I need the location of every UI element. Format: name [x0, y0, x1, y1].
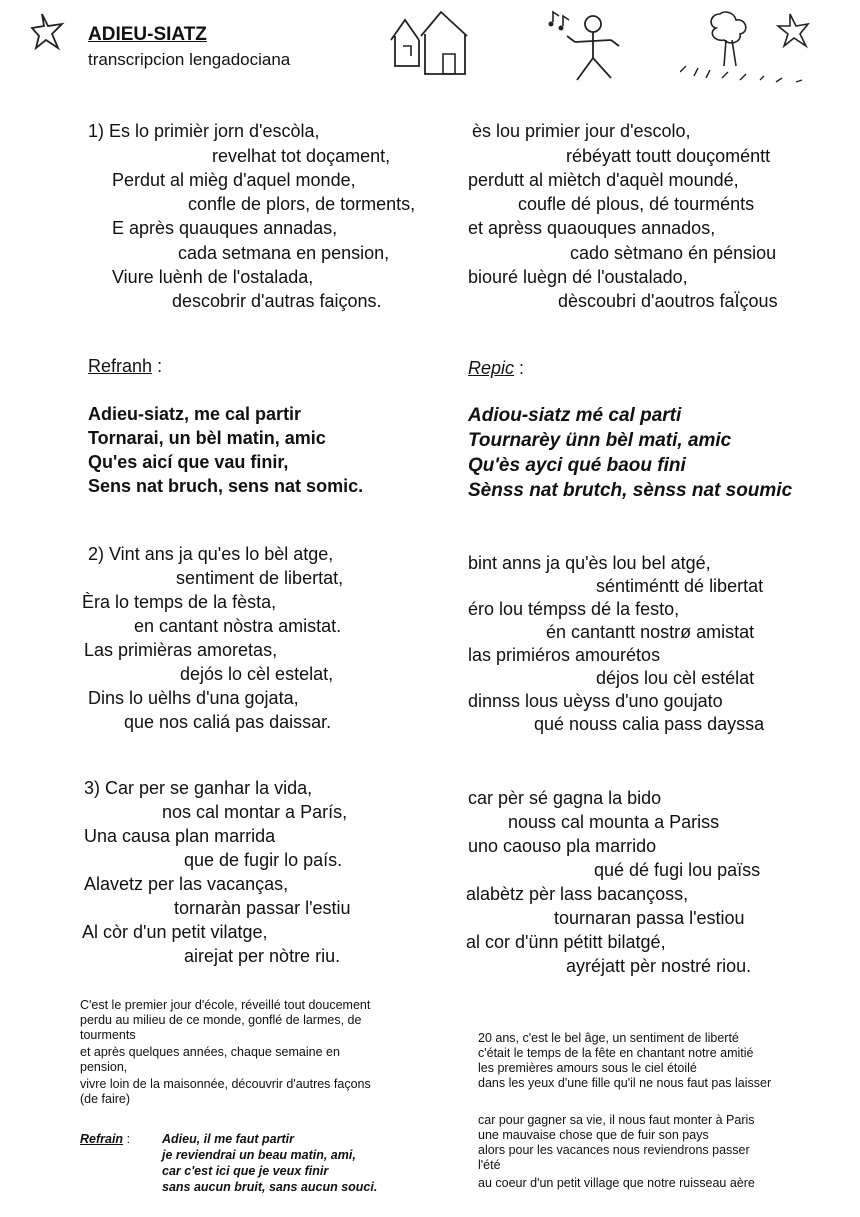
trr1-line-3: les premières amours sous le ciel étoilé: [478, 1061, 697, 1075]
right-v2-line-3: éro lou témpss dé la festo,: [468, 599, 680, 619]
left-v2-line-3: Èra lo temps de la fèsta,: [82, 592, 277, 612]
right-v2-line-4: én cantantt nostrø amistat: [546, 622, 755, 642]
left-v3-line-6: tornaràn passar l'estiu: [174, 898, 351, 918]
left-v3-line-7: Al còr d'un petit vilatge,: [82, 922, 268, 942]
right-v3-line-8: ayréjatt pèr nostré riou.: [566, 956, 752, 976]
tl-line-1: C'est le premier jour d'école, réveillé tout doucement: [80, 998, 371, 1012]
trr2-line-3: alors pour les vacances nous reviendrons passer: [478, 1143, 750, 1157]
right-v2-line-2: séntiméntt dé libertat: [596, 576, 764, 596]
left-v2-line-1: 2) Vint ans ja qu'es lo bèl atge,: [88, 544, 334, 564]
tr-line-2: je reviendrai un beau matin, ami,: [162, 1148, 356, 1162]
right-v3-line-5: alabètz pèr lass bacançoss,: [466, 884, 689, 904]
left-v3-line-4: que de fugir lo país.: [184, 850, 343, 870]
left-v3-line-2: nos cal montar a París,: [162, 802, 348, 822]
right-v1-line-5: et aprèss quaouques annados,: [468, 218, 716, 238]
tr-line-1: Adieu, il me faut partir: [162, 1132, 294, 1146]
left-refrain-line-3: Qu'es aicí que vau finir,: [88, 452, 289, 472]
left-v1-line-7: Viure luènh de l'ostalada,: [112, 267, 314, 287]
right-v1-line-3: perdutt al mièt​ch d'aquèl moundé,: [468, 170, 739, 190]
left-refrain-line-2: Tornarai, un bèl matin, amic: [88, 428, 326, 448]
tl-line-4: et après quelques années, chaque semaine en: [80, 1045, 340, 1059]
left-v2-line-2: sentiment de libertat,: [176, 568, 344, 588]
left-v3-line-3: Una causa plan marrida: [84, 826, 276, 846]
left-v2-line-5: Las primièras amoretas,: [84, 640, 278, 660]
right-v3-line-4: qué dé fugi lou païss: [594, 860, 761, 880]
left-v2-line-4: en cantant nòstra amistat.: [134, 616, 342, 636]
right-v1-line-6: cado sètmano én pénsiou: [570, 243, 777, 263]
tree-river-doodle-icon: [680, 6, 830, 86]
left-v1-line-4: confle de plors, de torments,: [188, 194, 416, 214]
right-repic-heading: Repic :: [468, 358, 525, 378]
trr2-line-1: car pour gagner sa vie, il nous faut monter à Paris: [478, 1113, 755, 1127]
right-v3-line-3: uno caouso pla marrido: [468, 836, 657, 856]
left-v1-line-3: Perdut al mièg d'aquel monde,: [112, 170, 356, 190]
right-v1-line-7: biouré luègn dé l'oustalado,: [468, 267, 688, 287]
page-title: ADIEU-SIATZ: [88, 24, 207, 45]
right-v3-line-1: car pèr sé gagna la bido: [468, 788, 662, 808]
left-v2-line-8: que nos caliá pas daissar.: [124, 712, 332, 732]
left-v3-line-1: 3) Car per se ganhar la vida,: [84, 778, 313, 798]
left-refrain-line-4: Sens nat bruch, sens nat somic.: [88, 476, 364, 496]
right-v1-line-1: ès lou primier jour d'escolo,: [472, 121, 691, 141]
left-v3-line-8: airejat per nòtre riu.: [184, 946, 341, 966]
left-v3-line-5: Alavetz per las vacanças,: [84, 874, 289, 894]
right-v3-line-7: al cor d'ünn pétitt bilatgé,: [466, 932, 666, 952]
tl-line-6: vivre loin de la maisonnée, découvrir d'autres façons: [80, 1077, 371, 1091]
trr1-line-2: c'était le temps de la fête en chantant notre amitié: [478, 1046, 754, 1060]
left-v1-line-8: descobrir d'autras faiçons.: [172, 291, 382, 311]
right-repic-line-1: Adiou-siatz mé cal parti: [468, 405, 682, 426]
right-v2-line-8: qué nouss calia pass dayssa: [534, 714, 765, 734]
trr2-line-4: l'été: [478, 1158, 501, 1172]
trr2-line-5: au coeur d'un petit village que notre ruisseau aère: [478, 1176, 755, 1190]
trr1-line-4: dans les yeux d'une fille qu'il ne nous faut pas laisser: [478, 1076, 772, 1090]
right-v1-line-4: coufle dé plous, dé tourménts: [518, 194, 755, 214]
tr-line-4: sans aucun bruit, sans aucun souci.: [162, 1180, 378, 1194]
right-repic-line-3: Qu'ès ayci qué baou fini: [468, 455, 686, 476]
tr-line-3: car c'est ici que je veux finir: [162, 1164, 329, 1178]
right-v2-line-5: las primiéros amourétos: [468, 645, 661, 665]
left-v2-line-6: dejós lo cèl estelat,: [180, 664, 334, 684]
star-doodle-icon: [30, 10, 74, 54]
translation-refrain-heading: Refrain :: [80, 1132, 131, 1146]
trr1-line-1: 20 ans, c'est le bel âge, un sentiment de liberté: [478, 1031, 739, 1045]
right-v3-line-6: tournaran passa l'estiou: [554, 908, 745, 928]
house-doodle-icon: [385, 6, 485, 78]
left-v1-line-1: 1) Es lo primièr jorn d'escòla,: [88, 121, 320, 141]
left-v2-line-7: Dins lo uèlhs d'una gojata,: [88, 688, 299, 708]
page-subtitle: transcripcion lengadociana: [88, 50, 291, 69]
tl-line-7: (de faire): [80, 1092, 131, 1106]
dancing-figure-doodle-icon: [545, 6, 635, 86]
right-repic-line-4: Sènss nat brutch, sènss nat soumic: [468, 480, 793, 501]
tl-line-2: perdu au milieu de ce monde, gonflé de larmes, de: [80, 1013, 362, 1027]
right-v1-line-2: rébéyatt toutt douçoméntt: [566, 146, 771, 166]
right-v3-line-2: nouss cal mounta a Pariss: [508, 812, 720, 832]
left-v1-line-2: revelhat tot doçament,: [212, 146, 391, 166]
left-v1-line-6: cada setmana en pension,: [178, 243, 390, 263]
right-v1-line-8: dèscoubri d'aoutros faÏçous: [558, 291, 778, 311]
right-v2-line-1: bint anns ja qu'ès lou bel atgé,: [468, 553, 711, 573]
tl-line-5: pension,: [80, 1060, 128, 1074]
left-refrain-heading: Refranh :: [88, 356, 163, 376]
right-repic-line-2: Tournarèy ünn bèl mati, amic: [468, 430, 732, 451]
trr2-line-2: une mauvaise chose que de fuir son pays: [478, 1128, 709, 1142]
right-v2-line-6: déjos lou cèl estélat: [596, 668, 755, 688]
tl-line-3: tourments: [80, 1028, 136, 1042]
right-v2-line-7: dinnss lous uèyss d'uno goujato: [468, 691, 723, 711]
left-v1-line-5: E après quauques annadas,: [112, 218, 338, 238]
left-refrain-line-1: Adieu-siatz, me cal partir: [88, 404, 302, 424]
